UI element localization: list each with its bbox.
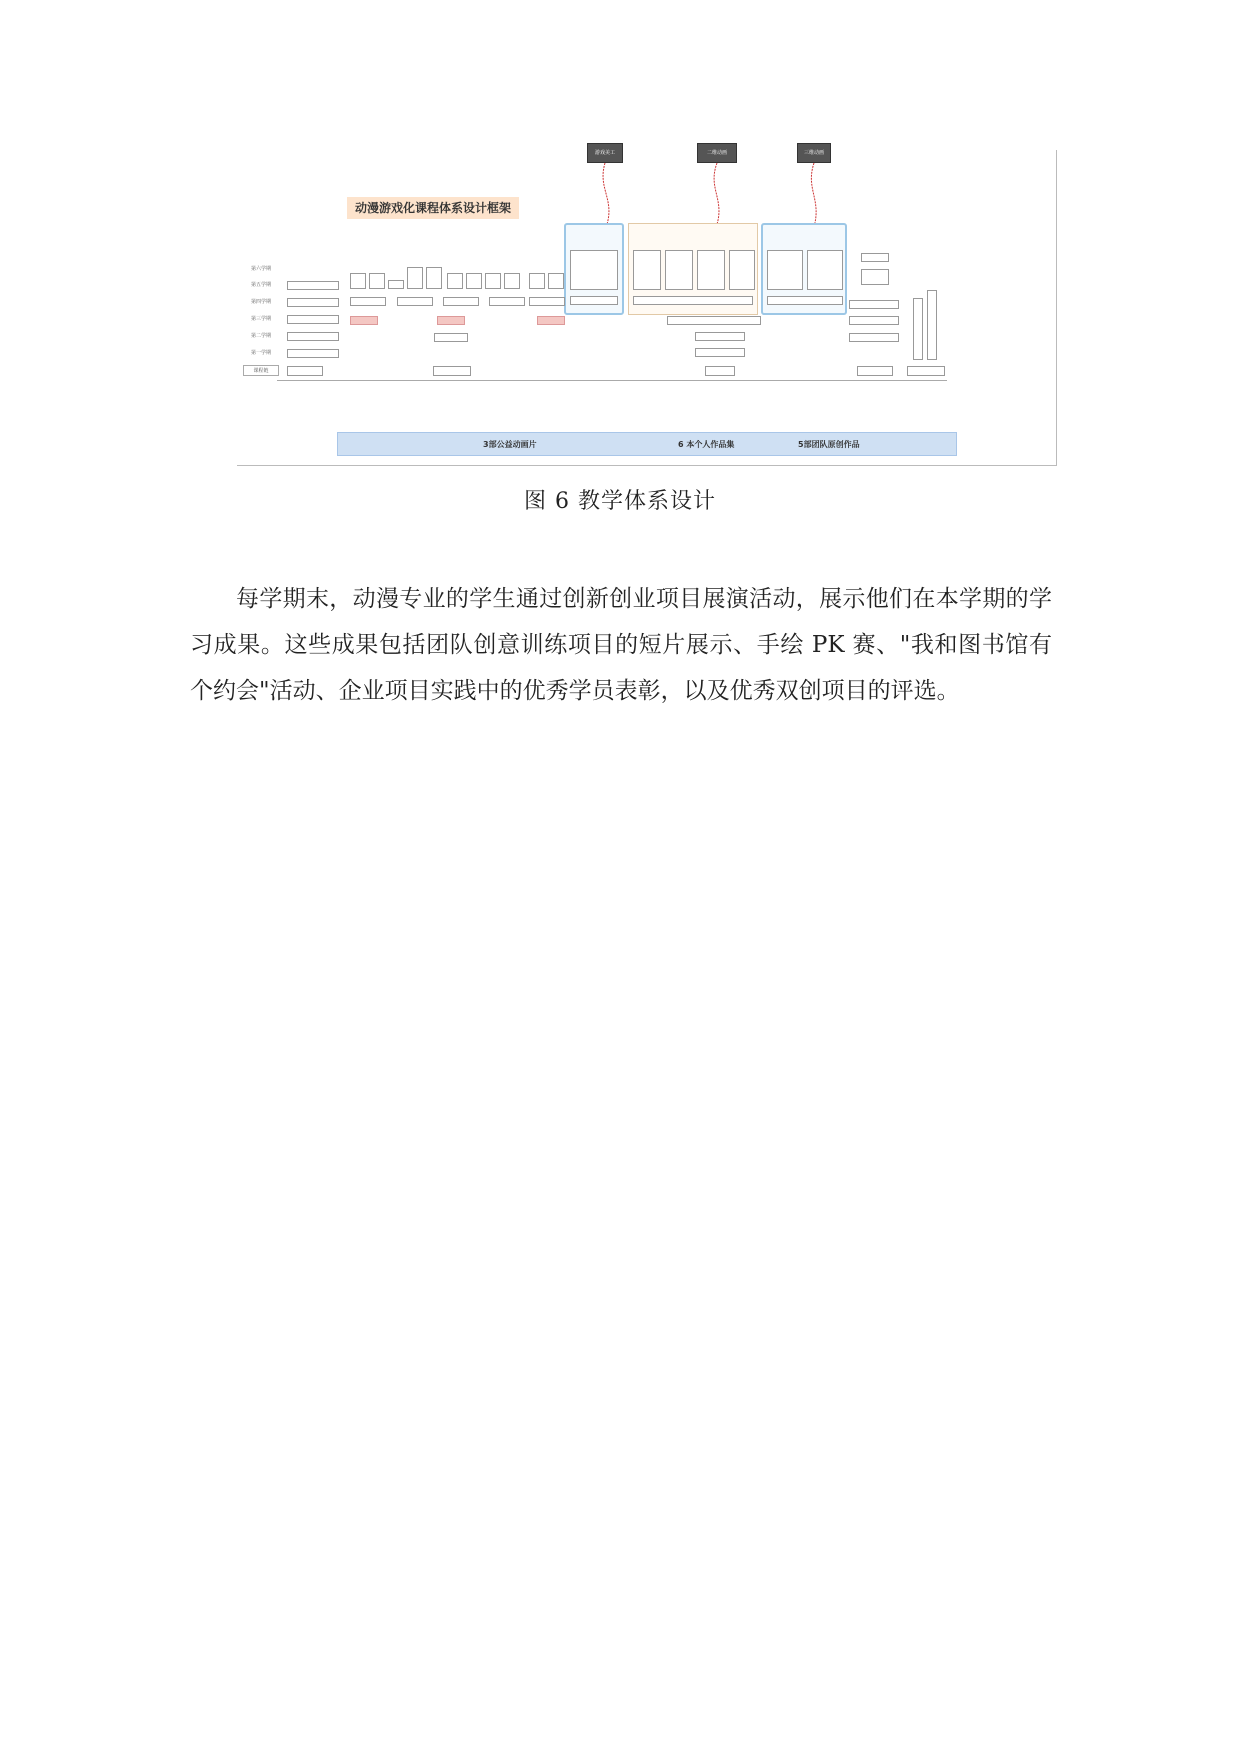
panel-box (729, 250, 755, 290)
course-box (529, 297, 565, 306)
course-box (695, 332, 745, 341)
course-box (695, 348, 745, 357)
course-box (861, 253, 889, 262)
course-box (849, 333, 899, 342)
semester-label: 第三学期 (250, 316, 271, 322)
course-box (857, 366, 893, 376)
course-box (504, 273, 520, 289)
banner-right-text: 5部团队原创作品 (798, 439, 860, 449)
course-box (287, 298, 339, 307)
panel-box (767, 250, 803, 290)
panel-box (633, 250, 661, 290)
diagram-title: 动漫游戏化课程体系设计框架 (347, 197, 519, 219)
semester-label: 第四学期 (250, 299, 271, 305)
panel-box (697, 250, 725, 290)
course-box (433, 366, 471, 376)
course-box (705, 366, 735, 376)
course-box (434, 333, 468, 342)
semester-label: 课程链 (243, 365, 279, 376)
course-box (426, 267, 442, 289)
course-box (388, 280, 404, 289)
course-box (466, 273, 482, 289)
top-box-1: 游戏美工 (587, 143, 623, 163)
banner-middle-text: 6 本个人作品集 (678, 439, 735, 449)
course-box (407, 267, 423, 289)
course-box (287, 281, 339, 290)
semester-label: 第五学期 (250, 282, 271, 288)
body-paragraph: 每学期末，动漫专业的学生通过创新创业项目展演活动，展示他们在本学期的学习成果。这些成果包括团队创意训练项目的短片展示、手绘 PK 赛、"我和图书馆有个约会"活动、企业项目实践中的优秀学员表彰，以及优秀双创项目的评选。 (190, 586, 1052, 704)
course-box (907, 366, 945, 376)
course-box (913, 298, 923, 360)
course-box (489, 297, 525, 306)
panel-box (807, 250, 843, 290)
panel-box (570, 296, 618, 305)
course-box (287, 315, 339, 324)
course-box (287, 366, 323, 376)
course-box (350, 273, 366, 289)
course-box (287, 349, 339, 358)
banner-left-text: 3部公益动画片 (483, 439, 537, 449)
course-box (350, 297, 386, 306)
outcome-banner (337, 432, 957, 456)
figure-caption: 图 6 教学体系设计 (524, 489, 716, 514)
panel-box (665, 250, 693, 290)
course-box (287, 332, 339, 341)
semester-label: 第六学期 (250, 266, 271, 272)
highlight-box (537, 316, 565, 325)
course-box (369, 273, 385, 289)
top-box-2: 二维动画 (697, 143, 737, 163)
course-box (849, 300, 899, 309)
panel-box (570, 250, 618, 290)
panel-box (633, 296, 753, 305)
course-box (861, 269, 889, 285)
course-box (667, 316, 761, 325)
course-box (397, 297, 433, 306)
top-box-3: 三维动画 (797, 143, 831, 163)
semester-label: 第二学期 (250, 333, 271, 339)
semester-label: 第一学期 (250, 350, 271, 356)
panel-box (767, 296, 843, 305)
highlight-box (350, 316, 378, 325)
course-box (447, 273, 463, 289)
course-box (849, 316, 899, 325)
course-box (485, 273, 501, 289)
curriculum-framework-diagram (237, 150, 1057, 466)
course-box (927, 290, 937, 360)
course-box (548, 273, 564, 289)
course-box (529, 273, 545, 289)
connector-line (277, 380, 947, 381)
course-box (443, 297, 479, 306)
highlight-box (437, 316, 465, 325)
